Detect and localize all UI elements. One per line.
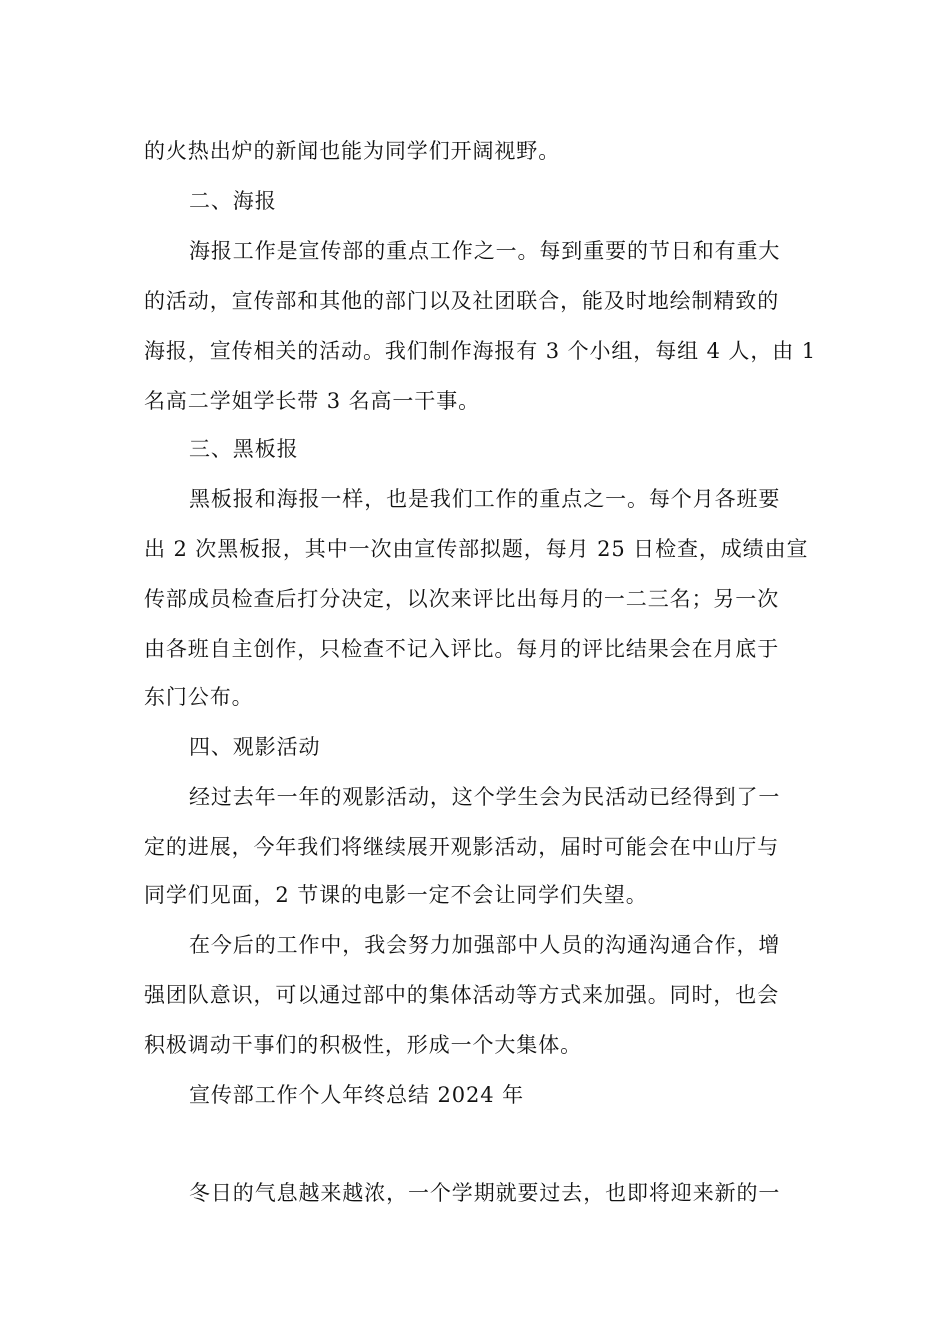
paragraph-line: 积极调动干事们的积极性，形成一个大集体。	[144, 1033, 582, 1057]
paragraph-line: 的活动，宣传部和其他的部门以及社团联合，能及时地绘制精致的	[144, 289, 780, 313]
paragraph-line: 在今后的工作中，我会努力加强部中人员的沟通沟通合作，增	[189, 933, 781, 957]
document-title: 宣传部工作个人年终总结 2024 年	[189, 1083, 524, 1107]
paragraph-line: 名高二学姐学长带 3 名高一干事。	[144, 389, 481, 413]
section-heading-blackboard: 三、黑板报	[189, 437, 299, 461]
paragraph-line: 传部成员检查后打分决定，以次来评比出每月的一二三名；另一次	[144, 587, 780, 611]
paragraph-line: 的火热出炉的新闻也能为同学们开阔视野。	[144, 139, 561, 163]
paragraph-line: 东门公布。	[144, 685, 254, 709]
paragraph-line: 海报工作是宣传部的重点工作之一。每到重要的节日和有重大	[189, 239, 781, 263]
paragraph-line: 定的进展，今年我们将继续展开观影活动，届时可能会在中山厅与	[144, 835, 780, 859]
section-heading-posters: 二、海报	[189, 189, 277, 213]
paragraph-line: 黑板报和海报一样，也是我们工作的重点之一。每个月各班要	[189, 487, 781, 511]
paragraph-line: 强团队意识，可以通过部中的集体活动等方式来加强。同时，也会	[144, 983, 780, 1007]
section-heading-movies: 四、观影活动	[189, 735, 321, 759]
paragraph-line: 冬日的气息越来越浓，一个学期就要过去，也即将迎来新的一	[189, 1181, 781, 1205]
paragraph-line: 由各班自主创作，只检查不记入评比。每月的评比结果会在月底于	[144, 637, 780, 661]
paragraph-line: 海报，宣传相关的活动。我们制作海报有 3 个小组，每组 4 人，由 1	[144, 339, 816, 363]
paragraph-line: 同学们见面，2 节课的电影一定不会让同学们失望。	[144, 883, 648, 907]
paragraph-line: 出 2 次黑板报，其中一次由宣传部拟题，每月 25 日检查，成绩由宣	[144, 537, 809, 561]
paragraph-line: 经过去年一年的观影活动，这个学生会为民活动已经得到了一	[189, 785, 781, 809]
